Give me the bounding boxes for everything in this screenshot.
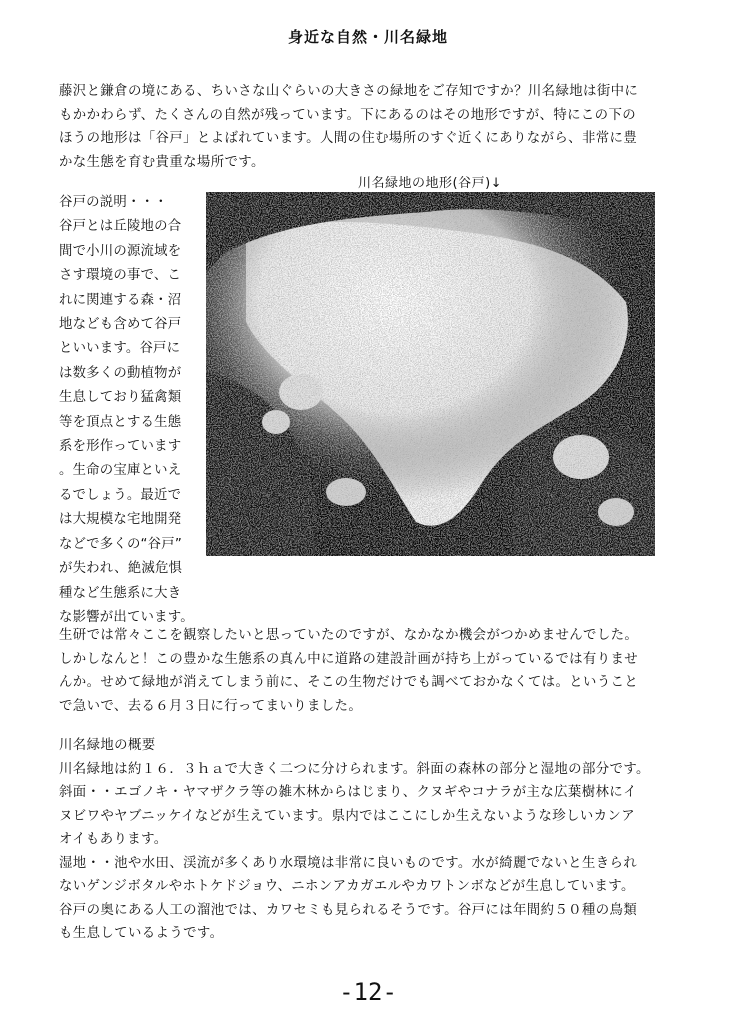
overview-section: 川名緑地の概要 川名緑地は約１６．３ｈａで大きく二つに分けられます。斜面の森林の部分と湿地の部分です。 斜面・・エゴノキ・ヤマザクラ等の雑木林からはじまり、クヌギやコナラが主な広葉樹林にイ ヌビワやヤブニッケイなどが生えています。県内ではここにしか生えないような珍しいカンア オイもあります。 湿地・・池や水田、渓流が多くあり水環境は非常に良いものです。水が綺麗でないと生きられ ないゲンジボタルやホトケドジョウ、ニホンアカガエルやカワトンボなどが生息しています。 谷戸の奥にある人工の溜池では、カワセミも見られるそうです。谷戸には年間約５０種の鳥類 も生息しているようです。 — [59, 738, 650, 941]
page-number: -12- — [339, 978, 397, 1006]
photo-caption: 川名緑地の地形(谷戸)↓ — [358, 176, 503, 191]
terrain-aerial-photo — [206, 192, 655, 556]
intro-paragraph: 藤沢と鎌倉の境にある、ちいさな山ぐらいの大きさの緑地をご存知ですか？川名緑地は街中に もかかわらず、たくさんの自然が残っています。下にあるのはその地形ですが、特にこの下の ほうの地形は「谷戸」とよばれています。人間の住む場所のすぐ近くにありながら、非常に豊 かな生態を育む貴重な場所です。 — [59, 84, 639, 170]
yato-explanation: 谷戸の説明・・・ 谷戸とは丘陵地の合 間で小川の源流域を さす環境の事で、こ れに関連する森・沼 地なども含めて谷戸 といいます。谷戸に は数多くの動植物が 生息しており猛禽類 等を頂点とする生態 系を形作っています 。生命の宝庫といえ るでしょう。最近で は大規模な宅地開発 などで多くの“谷戸” が失われ、絶滅危惧 種など生態系に大き な影響が出ています。 — [59, 195, 194, 625]
survey-paragraph: 生研では常々ここを観察したいと思っていたのですが、なかなか機会がつかめませんでした。 しかしなんと！この豊かな生態系の真ん中に道路の建設計画が持ち上がっているでは有りませ んか。せめて緑地が消えてしまう前に、そこの生物だけでも調べておかなくては。ということ で急いで、去る６月３日に行ってまいりました。 — [59, 628, 639, 714]
page-title: 身近な自然・川名緑地 — [287, 28, 448, 46]
